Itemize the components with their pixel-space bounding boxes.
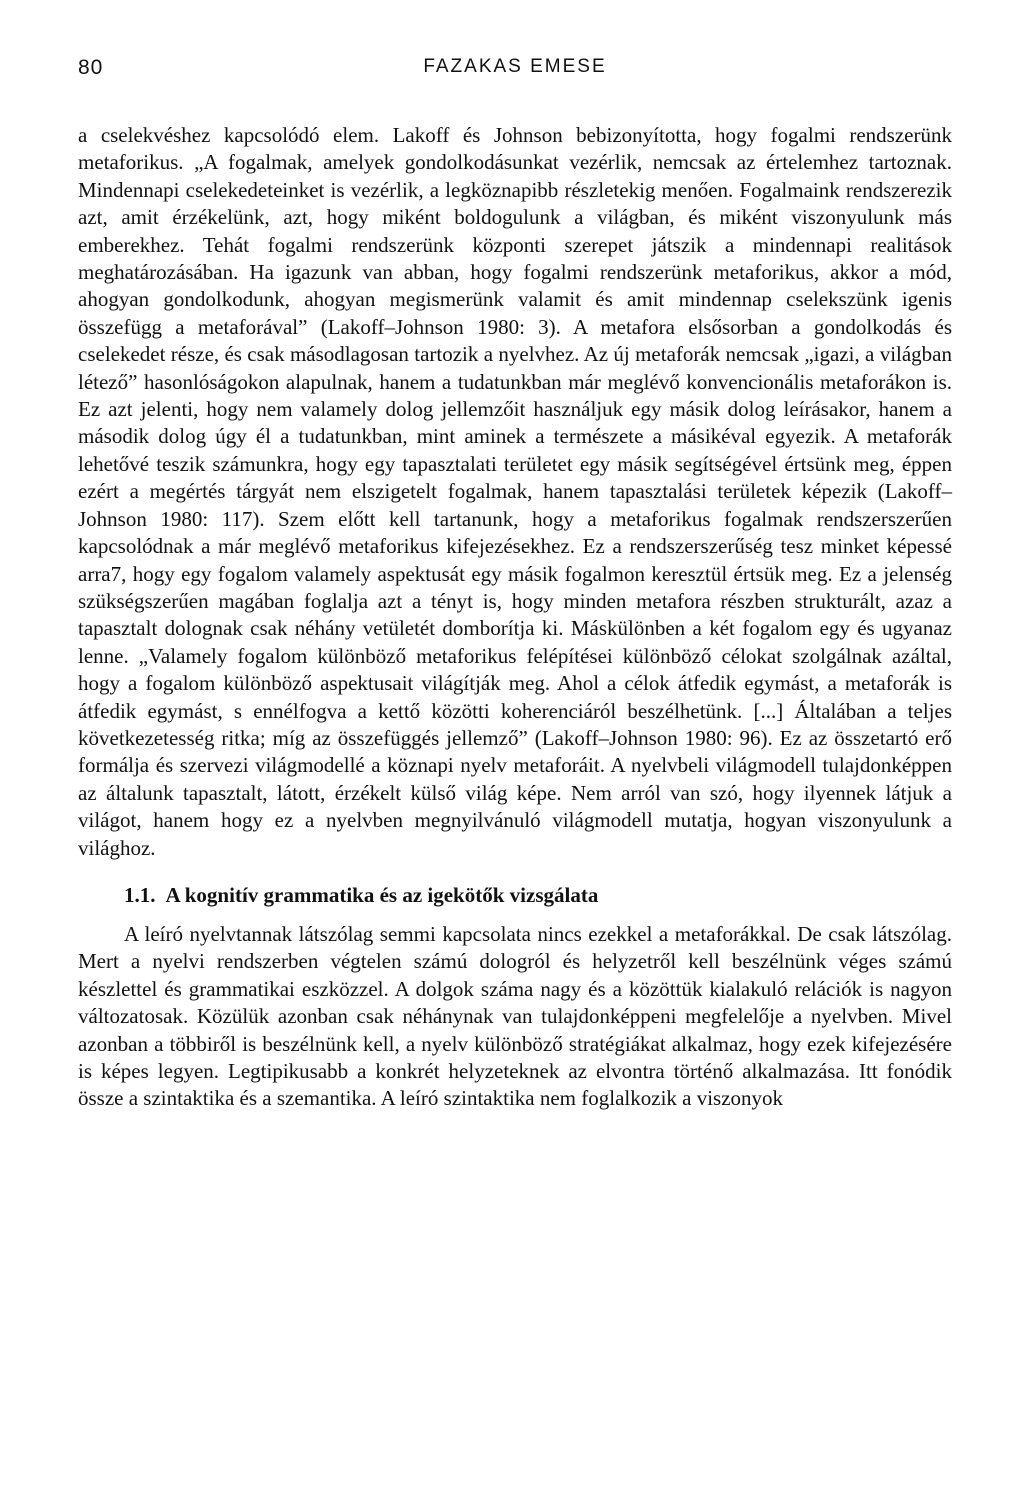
section-number: 1.1. [124,882,156,907]
paragraph-1: a cselekvéshez kapcsolódó elem. Lakoff és Johnson bebizonyította, hogy fogalmi rendszerünk metaforikus. „A fogalmak, amelyek gondolkodásunkat vezérlik, nemcsak az értelemhez tartoznak. Mindennapi cselekedeteinket is vezérlik, a legköznapibb részletekig menően. Fogalmaink rendszerezik azt, amit érzékelünk, azt, hogy miként boldogulunk a világban, és miként viszonyulunk más emberekhez. Tehát fogalmi rendszerünk központi szerepet játszik a mindennapi realitások meghatározásában. Ha igazunk van abban, hogy fogalmi rendszerünk metaforikus, akkor a mód, ahogyan gondolkodunk, ahogyan megismerünk valamit és amit mindennap cselekszünk igenis összefügg a metaforával” (Lakoff–Johnson 1980: 3). A metafora elsősorban a gondolkodás és cselekedet része, és csak másodlagosan tartozik a nyelvhez. Az új metaforák nemcsak „igazi, a világban létező” hasonlóságokon alapulnak, hanem a tudatunkban már meglévő konvencionális metaforákon is. Ez azt jelenti, hogy nem valamely dolog jellemzőit használjuk egy másik dolog leírásakor, hanem a második dolog úgy él a tudatunkban, mint aminek a természete a másikéval egyezik. A metaforák lehetővé teszik számunkra, hogy egy tapasztalati területet egy másik segítségével értsünk meg, éppen ezért a megértés tárgyát nem elszigetelt fogalmak, hanem tapasztalási területek képezik (Lakoff–Johnson 1980: 117). Szem előtt kell tartanunk, hogy a metaforikus fogalmak rendszerszerűen kapcsolódnak a már meglévő metaforikus kifejezésekhez. Ez a rendszerszerűség tesz minket képessé arra7, hogy egy fogalom valamely aspektusát egy másik fogalmon keresztül értsük meg. Ez a jelenség szükségszerűen magában foglalja azt a tényt is, hogy minden metafora részben strukturált, azaz a tapasztalt dolognak csak néhány vetületét domborítja ki. Máskülönben a két fogalom egy és ugyanaz lenne. „Valamely fogalom különböző metaforikus felépítései különböző célokat szolgálnak azáltal, hogy a fogalom különböző aspektusait világítják meg. Ahol a célok átfedik egymást, a metaforák is átfedik egymást, s ennélfogva a kettő közötti koherenciáról beszélhetünk. [...] Általában a teljes következetesség ritka; míg az összefüggés jellemző” (Lakoff–Johnson 1980: 96). Ez az összetartó erő formálja és szervezi világmodellé a köznapi nyelv metaforáit. A nyelvbeli világmodell tulajdonképpen az általunk tapasztalt, látott, érzékelt külső világ képe. Nem arról van szó, hogy ilyennek látjuk a világot, hanem hogy ez a nyelvben megnyilvánuló világmodell mutatja, hogyan viszonyulunk a világhoz. [78,123,952,860]
page-number: 80 [78,56,104,79]
running-title: FAZAKAS EMESE [423,56,607,77]
section-heading [124,882,952,909]
running-header [78,56,952,86]
section-title: A kognitív grammatika és az igekötők vizsgálata [165,882,599,907]
paragraph-2: A leíró nyelvtannak látszólag semmi kapcsolata nincs ezekkel a metaforákkal. De csak látszólag. Mert a nyelvi rendszerben végtelen számú dologról és helyzetről kell beszélnünk véges számú készlettel és grammatikai eszközzel. A dolgok száma nagy és a közöttük kialakuló relációk is nagyon változatosak. Közülük azonban csak néhánynak van tulajdonképpeni megfelelője a nyelvben. Mivel azonban a többiről is beszélnünk kell, a nyelv különböző stratégiákat alkalmaz, hogy ezek kifejezésére is képes legyen. Legtipikusabb a konkrét helyzeteknek az elvontra történő alkalmazása. Itt fonódik össze a szintaktika és a szemantika. A leíró szintaktika nem foglalkozik a viszonyok [78,921,952,1111]
body-text [78,122,952,1113]
